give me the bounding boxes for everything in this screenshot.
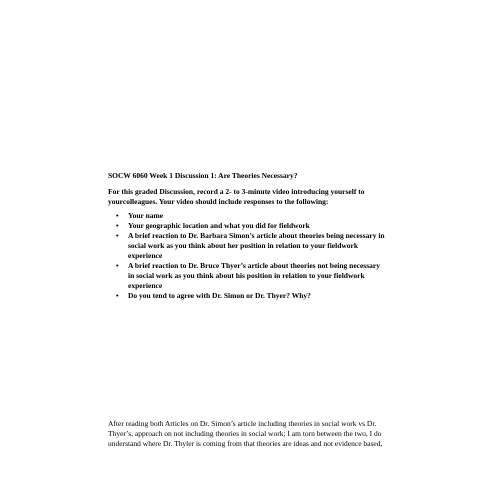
list-item-text: A brief reaction to Dr. Bruce Thyer’s article about theories not being necessary: [128, 261, 380, 270]
list-item-text: Your name: [128, 211, 164, 220]
intro-line: yourcolleagues. Your video should include responses to the following:: [108, 197, 329, 206]
response-line: Thyer’s, approach on not including theories in social work; I am torn between the two, I do: [108, 429, 382, 438]
list-item: [108, 291, 408, 301]
response-line: understand where Dr. Thyler is coming from that theories are ideas and not evidence based,: [108, 439, 383, 448]
intro-line: For this graded Discussion, record a 2- to 3-minute video introducing yourself to: [108, 187, 365, 196]
bullet-icon: •: [116, 291, 119, 300]
list-item-text: experience: [128, 281, 163, 290]
list-item-text: experience: [128, 251, 163, 260]
response-line: After reading both Articles on Dr. Simon’s article including theories in social work vs Dr.: [108, 419, 377, 428]
response-paragraph: [108, 419, 408, 449]
document-title: SOCW 6060 Week 1 Discussion 1: Are Theories Necessary?: [108, 171, 298, 180]
list-item-text: in social work as you think about his position in relation to your fieldwork: [128, 271, 365, 280]
list-item-text: social work as you think about her position in relation to your fieldwork: [128, 241, 359, 250]
bullet-icon: •: [116, 221, 119, 230]
bullet-icon: •: [116, 211, 119, 220]
bullet-icon: •: [116, 261, 119, 270]
bullet-icon: •: [116, 231, 119, 240]
list-item-text: A brief reaction to Dr. Barbara Simon’s article about theories being necessary in: [128, 231, 385, 240]
list-item: [108, 211, 408, 221]
list-item-text: Do you tend to agree with Dr. Simon or Dr. Thyer? Why?: [128, 291, 311, 300]
list-item: [108, 221, 408, 231]
intro-paragraph: [108, 187, 408, 207]
list-item-text: Your geographic location and what you did for fieldwork: [128, 221, 310, 230]
list-item: [108, 231, 408, 261]
list-item: [108, 261, 408, 291]
prompt-list: [108, 211, 408, 301]
